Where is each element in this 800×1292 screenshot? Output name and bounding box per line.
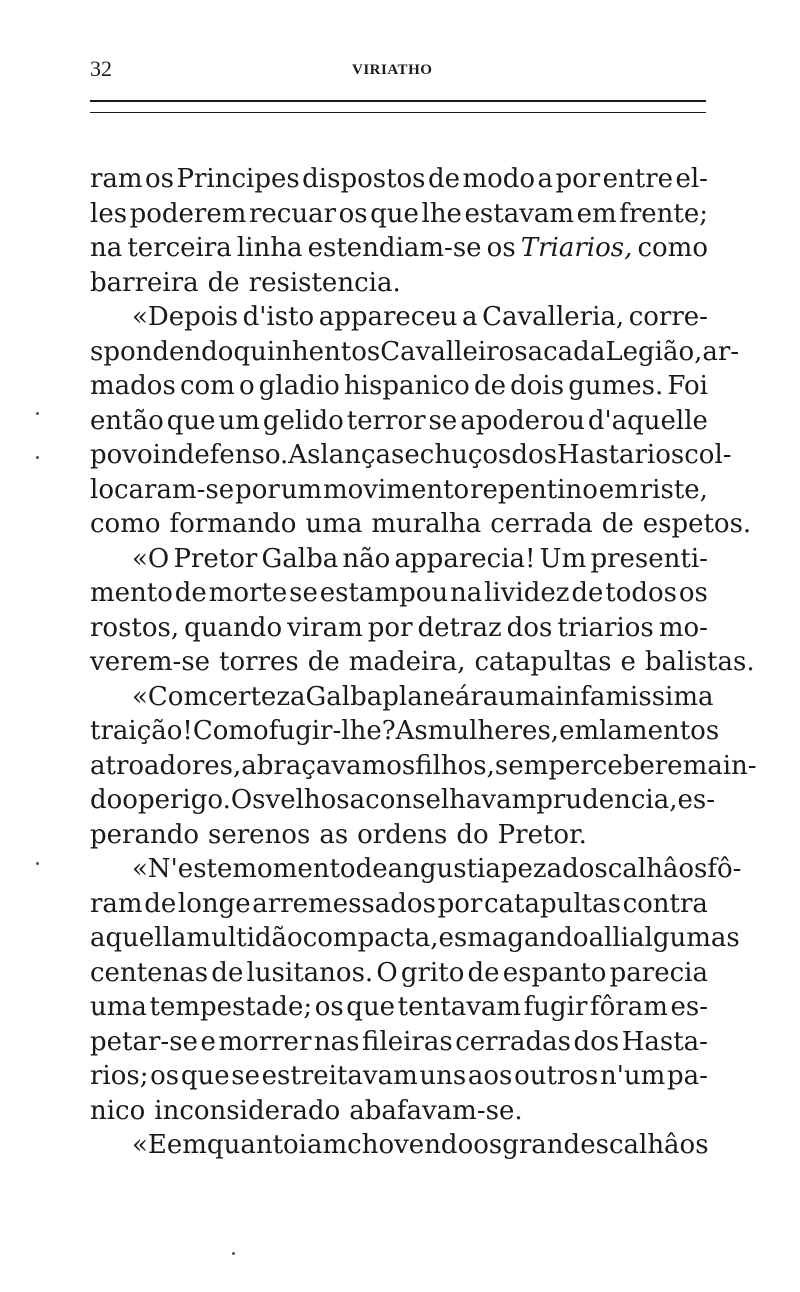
text-line bbox=[90, 438, 732, 473]
word: rios; bbox=[90, 1061, 149, 1091]
text-line bbox=[90, 507, 752, 542]
word: modo bbox=[462, 164, 536, 194]
word: de bbox=[211, 957, 244, 988]
word: então bbox=[90, 405, 164, 436]
print-speck bbox=[232, 1252, 235, 1255]
word: um bbox=[218, 405, 260, 436]
word: se bbox=[231, 1061, 260, 1091]
word: espetos. bbox=[642, 509, 752, 539]
word: grandes bbox=[502, 1130, 609, 1160]
word: que bbox=[346, 992, 396, 1022]
word: perigo. bbox=[137, 785, 231, 815]
word: se bbox=[428, 405, 458, 436]
word: dos bbox=[573, 1026, 620, 1057]
word: de bbox=[571, 578, 604, 608]
word: Galba bbox=[305, 681, 383, 712]
text-line bbox=[90, 197, 708, 232]
word: povo bbox=[90, 440, 153, 470]
word: entre bbox=[602, 164, 674, 194]
word: uma bbox=[305, 509, 363, 539]
word: prudencia, bbox=[536, 785, 678, 815]
word: repentino bbox=[470, 474, 598, 505]
text-line bbox=[90, 990, 708, 1025]
word: terror bbox=[346, 405, 426, 436]
word: Triarios, bbox=[520, 233, 633, 263]
word: recuar bbox=[248, 198, 337, 229]
word: centenas bbox=[90, 957, 209, 988]
word: pezados bbox=[500, 854, 608, 884]
word: os bbox=[678, 578, 708, 608]
word: as bbox=[319, 819, 349, 850]
word: chovendo bbox=[347, 1130, 474, 1160]
word: todos bbox=[605, 578, 678, 608]
word: estampou bbox=[319, 578, 449, 608]
word: torres bbox=[219, 647, 299, 677]
word: de bbox=[174, 578, 207, 608]
word: de bbox=[207, 267, 240, 298]
word: perando bbox=[90, 819, 200, 850]
word: barreira bbox=[90, 267, 199, 298]
word: morrer bbox=[218, 1026, 312, 1057]
word: outros bbox=[514, 1061, 599, 1091]
word: os bbox=[150, 1061, 180, 1091]
header-rule-thick bbox=[90, 100, 706, 102]
word: ar- bbox=[702, 336, 740, 367]
word: na bbox=[90, 233, 123, 263]
word: de bbox=[473, 371, 506, 401]
text-line bbox=[90, 887, 708, 922]
word: linha bbox=[236, 233, 303, 263]
word: uma bbox=[498, 681, 556, 712]
word: os bbox=[145, 164, 175, 194]
word: não bbox=[342, 543, 391, 574]
text-line bbox=[90, 300, 708, 335]
word: poderem bbox=[129, 198, 247, 229]
word: lusitanos. bbox=[246, 957, 374, 988]
word: sem bbox=[494, 750, 549, 781]
print-speck bbox=[36, 456, 39, 459]
word: col- bbox=[684, 440, 732, 470]
word: madeira, bbox=[348, 647, 466, 677]
running-title: VIRIATHO bbox=[352, 62, 433, 78]
word: petar-se bbox=[90, 1026, 198, 1057]
word: catapultas bbox=[474, 647, 612, 677]
word: Pretor bbox=[173, 543, 258, 574]
word: tentavam bbox=[397, 992, 522, 1022]
word: aconselhavam bbox=[349, 785, 537, 815]
word: fugir bbox=[523, 992, 588, 1022]
word: do bbox=[90, 785, 123, 815]
word: serenos bbox=[208, 819, 311, 850]
word: fô- bbox=[707, 854, 742, 884]
word: triarios bbox=[557, 612, 654, 643]
word: uma bbox=[90, 992, 147, 1022]
word: uns bbox=[419, 1061, 467, 1091]
word: pa- bbox=[666, 1061, 708, 1091]
word: perceberem bbox=[548, 750, 708, 781]
word: infamissima bbox=[555, 681, 714, 712]
word: es- bbox=[670, 992, 708, 1022]
word: apoderou bbox=[460, 405, 585, 436]
word: e bbox=[620, 647, 636, 677]
word: fugir-lhe? bbox=[268, 716, 396, 746]
word: lividez bbox=[484, 578, 570, 608]
word: mo- bbox=[658, 612, 708, 643]
text-line bbox=[90, 231, 708, 266]
word: que bbox=[180, 1061, 230, 1091]
word: a bbox=[537, 164, 553, 194]
word: de bbox=[601, 509, 634, 539]
text-line bbox=[90, 369, 708, 404]
word: riste, bbox=[639, 474, 708, 505]
word: «N'este bbox=[132, 854, 233, 884]
text-line bbox=[90, 266, 708, 301]
word: spondendo bbox=[90, 336, 234, 367]
word: Cavalleria, bbox=[482, 302, 625, 332]
text-line bbox=[90, 1128, 708, 1163]
word: n'um bbox=[600, 1061, 666, 1091]
word: em bbox=[598, 474, 639, 505]
page-header bbox=[90, 54, 708, 84]
word: por bbox=[437, 888, 483, 919]
word: chuços bbox=[419, 440, 512, 470]
word: morte bbox=[208, 578, 288, 608]
text-line bbox=[90, 714, 720, 749]
word: se bbox=[289, 578, 318, 608]
word: a bbox=[527, 336, 544, 367]
word: dispostos bbox=[302, 164, 426, 194]
word: planeára bbox=[382, 681, 499, 712]
word: espanto bbox=[502, 957, 607, 988]
word: quando bbox=[184, 612, 283, 643]
word: os bbox=[314, 992, 344, 1022]
word: el- bbox=[675, 164, 708, 194]
print-speck bbox=[36, 412, 39, 415]
word: na bbox=[449, 578, 483, 608]
text-line bbox=[90, 749, 757, 784]
word: «O bbox=[132, 543, 170, 574]
text-line bbox=[90, 576, 708, 611]
word: e bbox=[404, 440, 420, 470]
text-line bbox=[90, 783, 716, 818]
word: dos bbox=[511, 440, 558, 470]
word: longe bbox=[177, 888, 251, 919]
print-speck bbox=[36, 862, 39, 865]
word: formando bbox=[169, 509, 297, 539]
word: compacta, bbox=[302, 923, 439, 953]
word: estreitavam bbox=[261, 1061, 418, 1091]
word: dos bbox=[506, 612, 553, 643]
word: estendiam-se bbox=[307, 233, 482, 263]
word: calhâos bbox=[608, 1130, 709, 1160]
word: viram bbox=[287, 612, 363, 643]
word: os bbox=[473, 1130, 503, 1160]
text-line bbox=[90, 335, 740, 370]
word: do bbox=[456, 819, 489, 850]
word: que bbox=[166, 405, 216, 436]
word: mulheres, bbox=[427, 716, 560, 746]
word: Pretor. bbox=[497, 819, 587, 850]
text-line bbox=[90, 645, 755, 680]
word: apparecia! bbox=[394, 543, 536, 574]
word: As bbox=[395, 716, 428, 746]
word: de bbox=[355, 854, 388, 884]
word: alli bbox=[588, 923, 630, 953]
word: movimento bbox=[323, 474, 470, 505]
word: como bbox=[90, 509, 161, 539]
word: de bbox=[144, 888, 177, 919]
text-line bbox=[90, 162, 708, 197]
word: aquella bbox=[90, 923, 187, 953]
word: balistas. bbox=[644, 647, 755, 677]
text-line bbox=[90, 404, 708, 439]
word: resistencia. bbox=[248, 267, 401, 298]
word: Hasta- bbox=[621, 1026, 708, 1057]
word: parecia bbox=[609, 957, 708, 988]
word: locaram-se bbox=[90, 474, 235, 505]
word: ram bbox=[90, 164, 143, 194]
word: As bbox=[288, 440, 321, 470]
text-line bbox=[90, 542, 708, 577]
word: gelido bbox=[262, 405, 344, 436]
word: nas bbox=[313, 1026, 360, 1057]
word: O bbox=[376, 957, 398, 988]
word: os bbox=[386, 750, 416, 781]
word: de bbox=[307, 647, 340, 677]
word: cerrada bbox=[490, 509, 593, 539]
word: Principes bbox=[176, 164, 300, 194]
word: abafavam-se. bbox=[349, 1095, 523, 1126]
word: o bbox=[238, 371, 255, 401]
word: velhos bbox=[265, 785, 350, 815]
word: abraçavam bbox=[241, 750, 387, 781]
text-line bbox=[90, 921, 740, 956]
word: arremessados bbox=[252, 888, 436, 919]
word: traição! bbox=[90, 716, 193, 746]
word: d'isto bbox=[242, 302, 315, 332]
word: cada bbox=[543, 336, 606, 367]
word: fôram bbox=[590, 992, 668, 1022]
text-line bbox=[90, 473, 708, 508]
text-line bbox=[90, 680, 714, 715]
word: iam bbox=[298, 1130, 348, 1160]
word: Os bbox=[230, 785, 266, 815]
word: appareceu bbox=[318, 302, 458, 332]
word: detraz bbox=[417, 612, 502, 643]
word: Galba bbox=[261, 543, 339, 574]
word: os bbox=[486, 233, 516, 263]
word: inconsiderado bbox=[154, 1095, 341, 1126]
word: presenti- bbox=[590, 543, 708, 574]
word: atroadores, bbox=[90, 750, 242, 781]
word: Legião, bbox=[605, 336, 703, 367]
text-line bbox=[90, 956, 708, 991]
word: «E bbox=[132, 1130, 167, 1160]
word: indefenso. bbox=[152, 440, 289, 470]
text-line bbox=[90, 1025, 708, 1060]
word: lhe bbox=[421, 198, 462, 229]
word: certeza bbox=[208, 681, 306, 712]
word: lamentos bbox=[599, 716, 720, 746]
text-line bbox=[90, 611, 708, 646]
word: momento bbox=[232, 854, 356, 884]
word: um bbox=[280, 474, 323, 505]
word: verem-se bbox=[90, 647, 211, 677]
word: contra bbox=[622, 888, 708, 919]
word: Cavalleiros bbox=[380, 336, 528, 367]
word: estavam bbox=[464, 198, 575, 229]
word: hispanico bbox=[343, 371, 470, 401]
word: como bbox=[637, 233, 708, 263]
word: «Com bbox=[132, 681, 209, 712]
word: em bbox=[559, 716, 600, 746]
word: com bbox=[179, 371, 235, 401]
word: dois bbox=[510, 371, 565, 401]
word: fileiras bbox=[362, 1026, 453, 1057]
word: ram bbox=[90, 888, 143, 919]
text-line bbox=[90, 1059, 708, 1094]
word: mados bbox=[90, 371, 176, 401]
word: o bbox=[122, 785, 138, 815]
word: de bbox=[427, 164, 460, 194]
word: cerradas bbox=[455, 1026, 571, 1057]
word: tempestade; bbox=[149, 992, 313, 1022]
word: nico bbox=[90, 1095, 146, 1126]
word: os bbox=[338, 198, 368, 229]
word: quinhentos bbox=[233, 336, 381, 367]
word: que bbox=[370, 198, 419, 229]
word: frente; bbox=[619, 198, 708, 229]
word: ordens bbox=[357, 819, 448, 850]
word: muralha bbox=[371, 509, 482, 539]
word: angustia bbox=[387, 854, 501, 884]
page-number: 32 bbox=[90, 56, 112, 81]
word: Foi bbox=[667, 371, 708, 401]
word: gumes. bbox=[568, 371, 664, 401]
word: Um bbox=[539, 543, 587, 574]
word: mento bbox=[90, 578, 173, 608]
word: lanças bbox=[320, 440, 405, 470]
word: filhos, bbox=[415, 750, 495, 781]
word: terceira bbox=[127, 233, 232, 263]
word: calhâos bbox=[607, 854, 708, 884]
body-text bbox=[90, 162, 757, 1163]
word: multidão bbox=[186, 923, 303, 953]
word: a bbox=[462, 302, 478, 332]
text-line bbox=[90, 852, 742, 887]
word: algumas bbox=[629, 923, 740, 953]
word: ain- bbox=[707, 750, 757, 781]
word: e bbox=[200, 1026, 216, 1057]
word: corre- bbox=[628, 302, 708, 332]
word: aos bbox=[467, 1061, 513, 1091]
word: les bbox=[90, 198, 128, 229]
word: Hastarios bbox=[557, 440, 685, 470]
word: por bbox=[555, 164, 601, 194]
word: emquanto bbox=[166, 1130, 299, 1160]
word: esmagando bbox=[438, 923, 589, 953]
word: «Depois bbox=[132, 302, 239, 332]
word: por bbox=[367, 612, 413, 643]
word: catapultas bbox=[483, 888, 621, 919]
header-rule-thin bbox=[90, 112, 706, 113]
word: Como bbox=[192, 716, 269, 746]
word: rostos, bbox=[90, 612, 180, 643]
word: em bbox=[576, 198, 617, 229]
text-line bbox=[90, 818, 708, 853]
word: grito bbox=[400, 957, 465, 988]
word: gladio bbox=[258, 371, 340, 401]
text-line bbox=[90, 1094, 708, 1129]
word: de bbox=[467, 957, 500, 988]
word: d'aquelle bbox=[587, 405, 708, 436]
word: por bbox=[235, 474, 280, 505]
word: es- bbox=[677, 785, 716, 815]
